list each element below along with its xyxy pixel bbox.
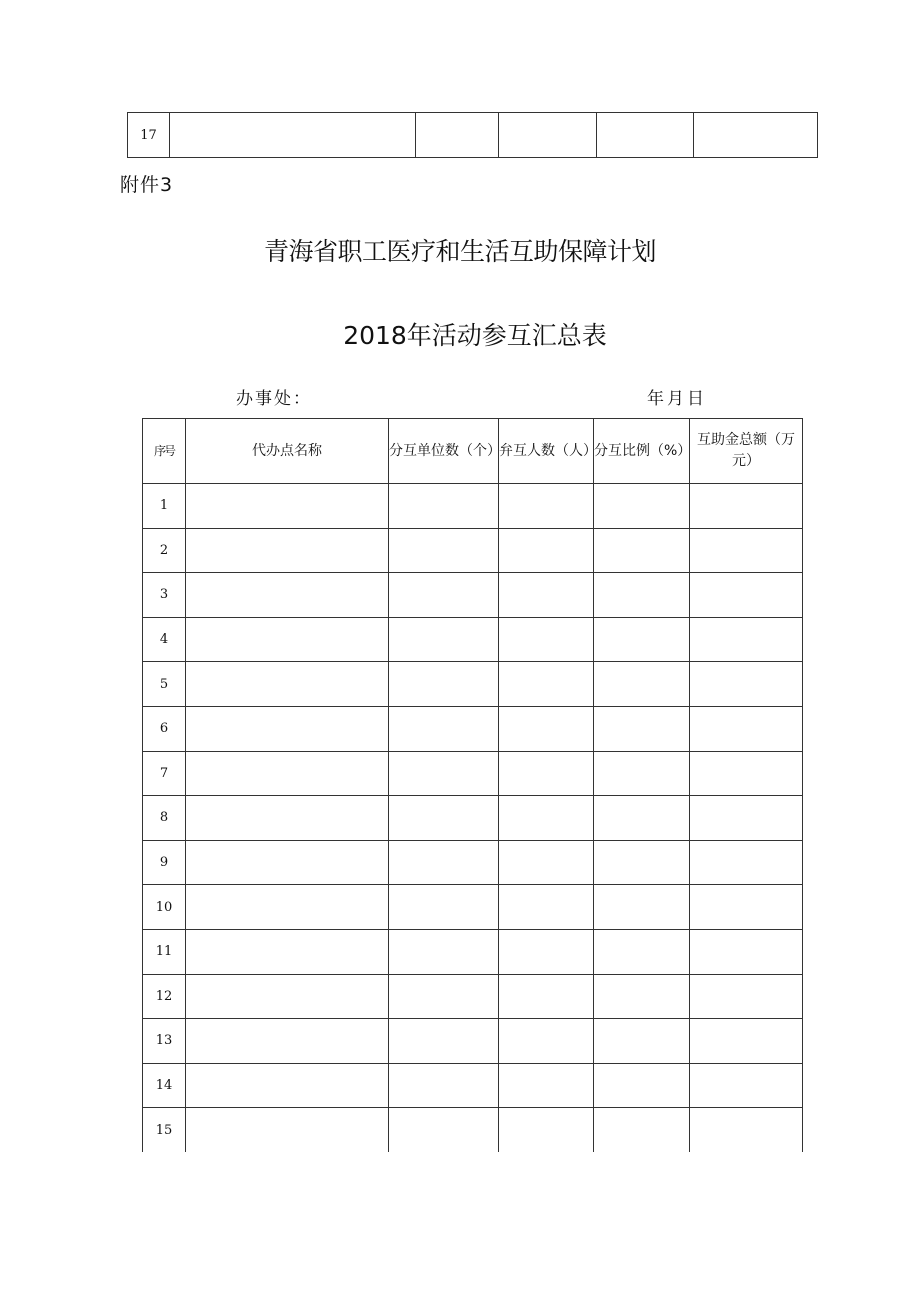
table-cell: [597, 113, 694, 158]
table-cell: [186, 484, 389, 529]
table-cell: [499, 1019, 594, 1064]
row-number-cell: 14: [143, 1063, 186, 1108]
table-cell: [186, 974, 389, 1019]
table-row: [143, 974, 803, 1019]
table-cell: [389, 751, 499, 796]
row-number-cell: 8: [143, 796, 186, 841]
table-cell: [416, 113, 499, 158]
table-row: [143, 484, 803, 529]
header-ratio: 分互比例（%）: [594, 419, 690, 484]
table-row: [143, 840, 803, 885]
table-cell: [690, 573, 803, 618]
table-cell: [499, 751, 594, 796]
table-header-row: [143, 419, 803, 484]
row-number-cell: 1: [143, 484, 186, 529]
table-row: [143, 662, 803, 707]
table-cell: [186, 751, 389, 796]
table-cell: [389, 617, 499, 662]
table-cell: [186, 573, 389, 618]
table-cell: [594, 484, 690, 529]
table-cell: [594, 1108, 690, 1152]
table-row: [143, 751, 803, 796]
row-number-cell: 13: [143, 1019, 186, 1064]
table-row: [143, 573, 803, 618]
table-cell: [594, 1063, 690, 1108]
table-cell: [594, 751, 690, 796]
table-cell: [389, 573, 499, 618]
table-cell: [499, 1063, 594, 1108]
table-cell: [186, 706, 389, 751]
table-cell: [594, 617, 690, 662]
table-cell: [690, 885, 803, 930]
table-cell: [594, 1019, 690, 1064]
table-cell: [594, 796, 690, 841]
header-unit-count: 分互单位数（个）: [389, 419, 499, 484]
table-cell: [389, 974, 499, 1019]
table-cell: [499, 662, 594, 707]
table-cell: [594, 929, 690, 974]
previous-table-fragment: [127, 112, 818, 158]
table-cell: [499, 528, 594, 573]
attachment-label: 附件3: [120, 174, 174, 196]
table-cell: [499, 1108, 594, 1152]
table-cell: [389, 528, 499, 573]
table-cell: [389, 706, 499, 751]
table-row: [143, 796, 803, 841]
table-cell: [690, 796, 803, 841]
summary-table: [142, 418, 803, 1152]
table-cell: [186, 840, 389, 885]
table-cell: [690, 751, 803, 796]
table-cell: [186, 528, 389, 573]
date-label: 年月日: [647, 389, 707, 409]
table-cell: [499, 573, 594, 618]
table-cell: [499, 113, 597, 158]
row-number-cell: 7: [143, 751, 186, 796]
header-agency-name: 代办点名称: [186, 419, 389, 484]
table-cell: [186, 1108, 389, 1152]
row-number-cell: 12: [143, 974, 186, 1019]
table-cell: [499, 840, 594, 885]
table-row: [143, 1108, 803, 1152]
table-cell: [690, 929, 803, 974]
table-cell: [186, 796, 389, 841]
row-number-cell: 6: [143, 706, 186, 751]
table-cell: [594, 885, 690, 930]
row-number-cell: 11: [143, 929, 186, 974]
table-cell: [389, 1063, 499, 1108]
row-number-cell: 17: [128, 113, 170, 158]
table-cell: [389, 1019, 499, 1064]
table-cell: [389, 840, 499, 885]
table-row: [143, 706, 803, 751]
table-row: [143, 1063, 803, 1108]
table-cell: [389, 662, 499, 707]
table-cell: [690, 662, 803, 707]
table-cell: [594, 662, 690, 707]
table-cell: [389, 796, 499, 841]
table-cell: [594, 974, 690, 1019]
page-subtitle: 2018年活动参互汇总表: [343, 321, 607, 350]
header-seq: 序号: [143, 419, 186, 484]
table-cell: [694, 113, 818, 158]
table-cell: [499, 484, 594, 529]
row-number-cell: 3: [143, 573, 186, 618]
office-label: 办事处：: [236, 389, 312, 409]
row-number-cell: 5: [143, 662, 186, 707]
table-cell: [690, 974, 803, 1019]
table-row: [143, 528, 803, 573]
table-row: [143, 885, 803, 930]
table-cell: [389, 484, 499, 529]
row-number-cell: 10: [143, 885, 186, 930]
table-cell: [499, 885, 594, 930]
header-total-amount: 互助金总额（万元）: [690, 419, 803, 484]
table-cell: [186, 885, 389, 930]
table-cell: [389, 1108, 499, 1152]
table-row: [143, 617, 803, 662]
header-person-count: 弁互人数（人）: [499, 419, 594, 484]
row-number-cell: 4: [143, 617, 186, 662]
table-cell: [499, 617, 594, 662]
table-cell: [389, 929, 499, 974]
row-number-cell: 9: [143, 840, 186, 885]
row-number-cell: 2: [143, 528, 186, 573]
table-cell: [186, 1063, 389, 1108]
table-row: [143, 1019, 803, 1064]
table-row: [128, 113, 818, 158]
table-cell: [186, 617, 389, 662]
table-cell: [690, 617, 803, 662]
table-cell: [186, 929, 389, 974]
table-cell: [499, 706, 594, 751]
table-cell: [690, 1108, 803, 1152]
page-title: 青海省职工医疗和生活互助保障计划: [263, 237, 656, 266]
table-cell: [690, 706, 803, 751]
table-cell: [690, 1019, 803, 1064]
table-cell: [594, 840, 690, 885]
table-cell: [170, 113, 416, 158]
table-cell: [690, 1063, 803, 1108]
table-row: [143, 929, 803, 974]
table-cell: [690, 840, 803, 885]
table-cell: [186, 662, 389, 707]
table-cell: [499, 974, 594, 1019]
table-cell: [690, 528, 803, 573]
table-cell: [594, 706, 690, 751]
table-cell: [594, 528, 690, 573]
table-cell: [186, 1019, 389, 1064]
table-cell: [499, 796, 594, 841]
table-cell: [690, 484, 803, 529]
table-body: [143, 484, 803, 1152]
table-cell: [594, 573, 690, 618]
row-number-cell: 15: [143, 1108, 186, 1152]
table-cell: [389, 885, 499, 930]
table-cell: [499, 929, 594, 974]
